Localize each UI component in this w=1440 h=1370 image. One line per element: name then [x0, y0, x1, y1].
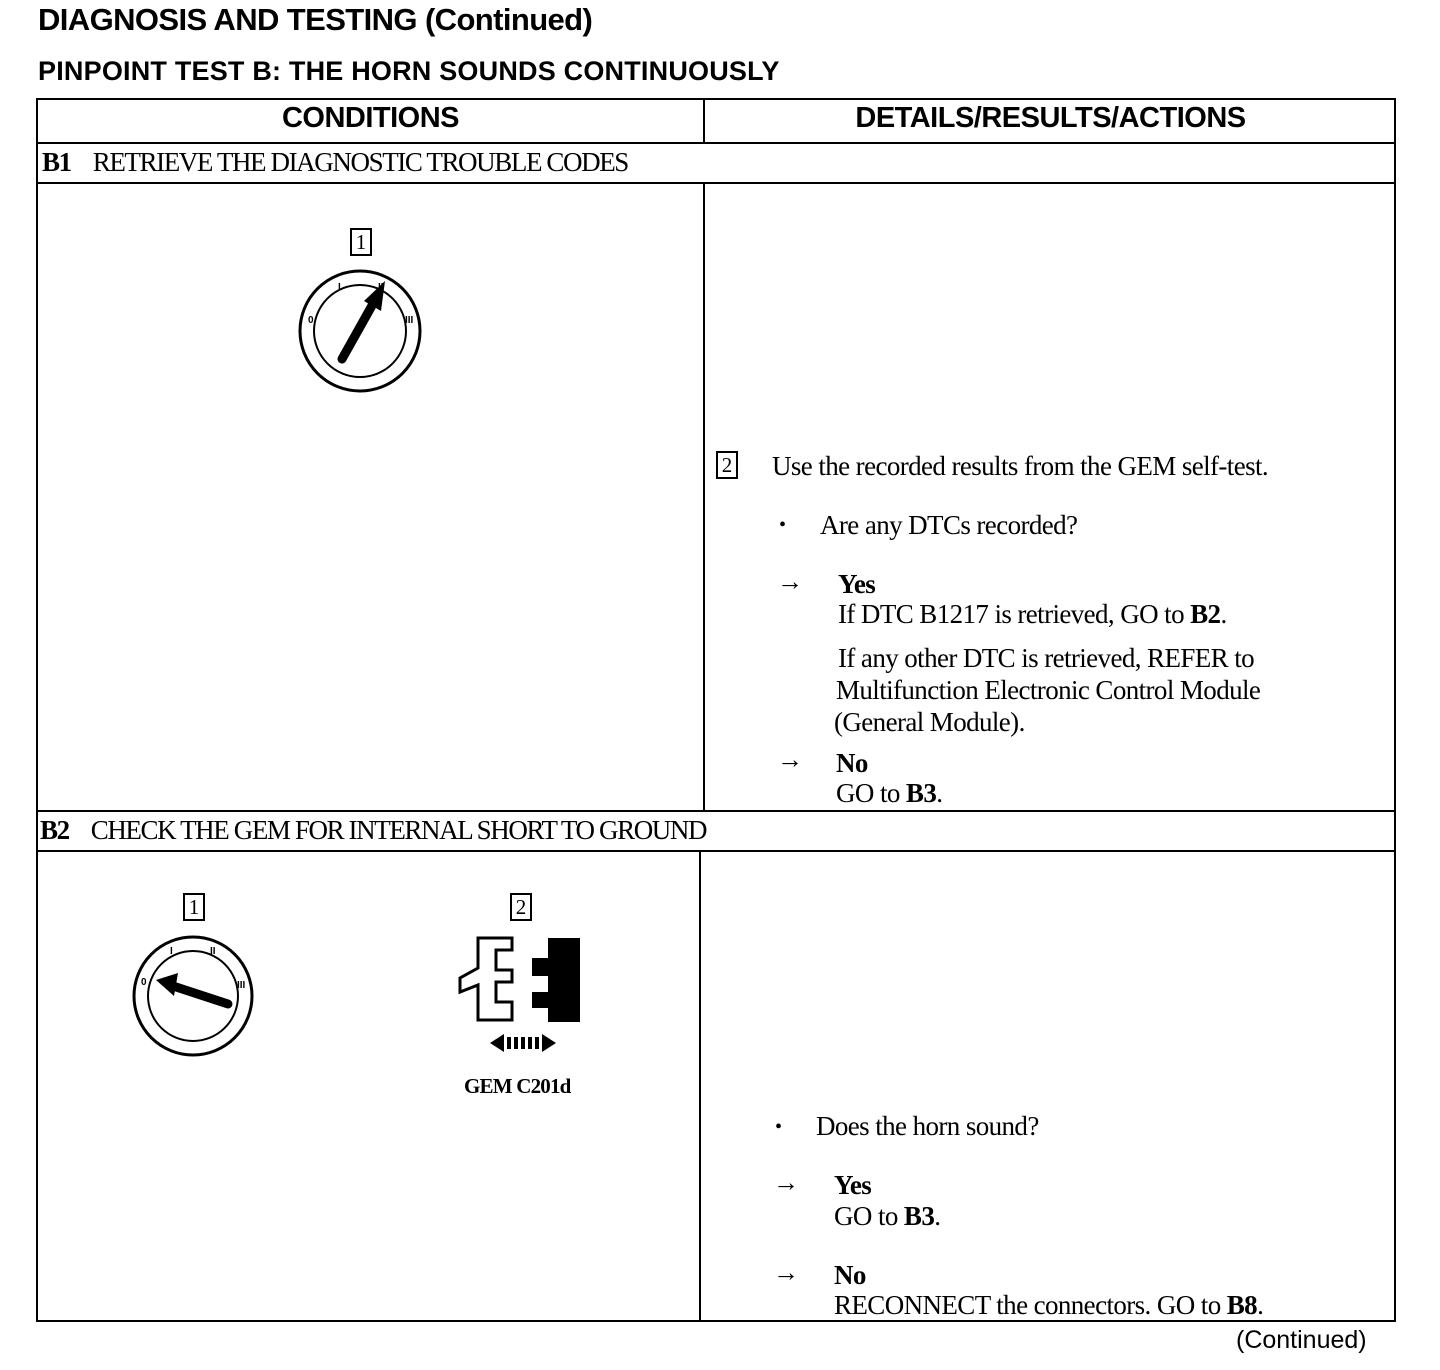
b2-question: Does the horn sound? — [816, 1111, 1039, 1141]
pinpoint-table — [36, 98, 1396, 1322]
step-id: B1 — [42, 147, 71, 177]
b1-yes-action: If DTC B1217 is retrieved, GO to B2. — [838, 599, 1227, 629]
svg-text:I: I — [170, 946, 173, 957]
details-header: DETAILS/RESULTS/ACTIONS — [855, 102, 1246, 134]
b1-yes-other-dtc: If any other DTC is retrieved, REFER to — [838, 643, 1255, 673]
column-divider — [703, 182, 705, 811]
svg-text:0: 0 — [308, 315, 314, 326]
b1-yes-label: Yes — [838, 569, 876, 599]
divider — [36, 142, 1396, 144]
b1-question: Are any DTCs recorded? — [820, 510, 1078, 540]
svg-text:0: 0 — [141, 977, 147, 988]
arrow-icon: → — [773, 1168, 799, 1197]
arrow-icon: → — [773, 1258, 799, 1287]
callout-1: 1 — [183, 893, 205, 921]
b2-no-label: No — [834, 1260, 866, 1290]
b1-no-action: GO to B3. — [836, 778, 943, 808]
divider — [36, 810, 1396, 812]
callout-2: 2 — [716, 451, 738, 479]
ignition-switch-icon — [128, 930, 260, 1060]
svg-text:I: I — [338, 282, 341, 293]
divider — [36, 850, 1396, 852]
bullet-icon: • — [775, 1116, 783, 1138]
b1-no-label: No — [836, 748, 868, 778]
connector-icon — [452, 930, 586, 1058]
step-b1-header — [42, 147, 628, 178]
step-title: RETRIEVE THE DIAGNOSTIC TROUBLE CODES — [92, 147, 628, 177]
svg-text:III: III — [237, 980, 246, 991]
b1-yes-other-dtc: (General Module). — [834, 707, 1025, 737]
b2-no-action: RECONNECT the connectors. GO to B8. — [834, 1290, 1264, 1320]
page-title: DIAGNOSIS AND TESTING (Continued) — [38, 2, 593, 37]
step-title: CHECK THE GEM FOR INTERNAL SHORT TO GROUND — [90, 815, 707, 845]
step-id: B2 — [40, 815, 69, 845]
b1-yes-other-dtc: Multifunction Electronic Control Module — [836, 675, 1261, 705]
divider — [36, 182, 1396, 184]
ignition-switch-icon — [294, 264, 428, 396]
callout-2: 2 — [510, 893, 532, 921]
conditions-header: CONDITIONS — [281, 102, 460, 134]
svg-text:III: III — [405, 315, 414, 326]
pinpoint-test-title: PINPOINT TEST B: THE HORN SOUNDS CONTINUOUSLY — [38, 56, 780, 86]
step-b2-header — [40, 815, 706, 846]
bullet-icon: • — [779, 514, 787, 536]
arrow-icon: → — [777, 745, 803, 774]
svg-text:II: II — [210, 946, 216, 957]
b1-instruction: Use the recorded results from the GEM self-test. — [772, 451, 1269, 481]
arrow-icon: → — [777, 567, 803, 596]
connector-label: GEM C201d — [464, 1074, 571, 1098]
continued-note: (Continued) — [1236, 1326, 1367, 1354]
b2-yes-action: GO to B3. — [834, 1201, 941, 1231]
column-divider — [699, 850, 701, 1322]
callout-1: 1 — [350, 228, 372, 256]
b2-yes-label: Yes — [834, 1170, 872, 1200]
